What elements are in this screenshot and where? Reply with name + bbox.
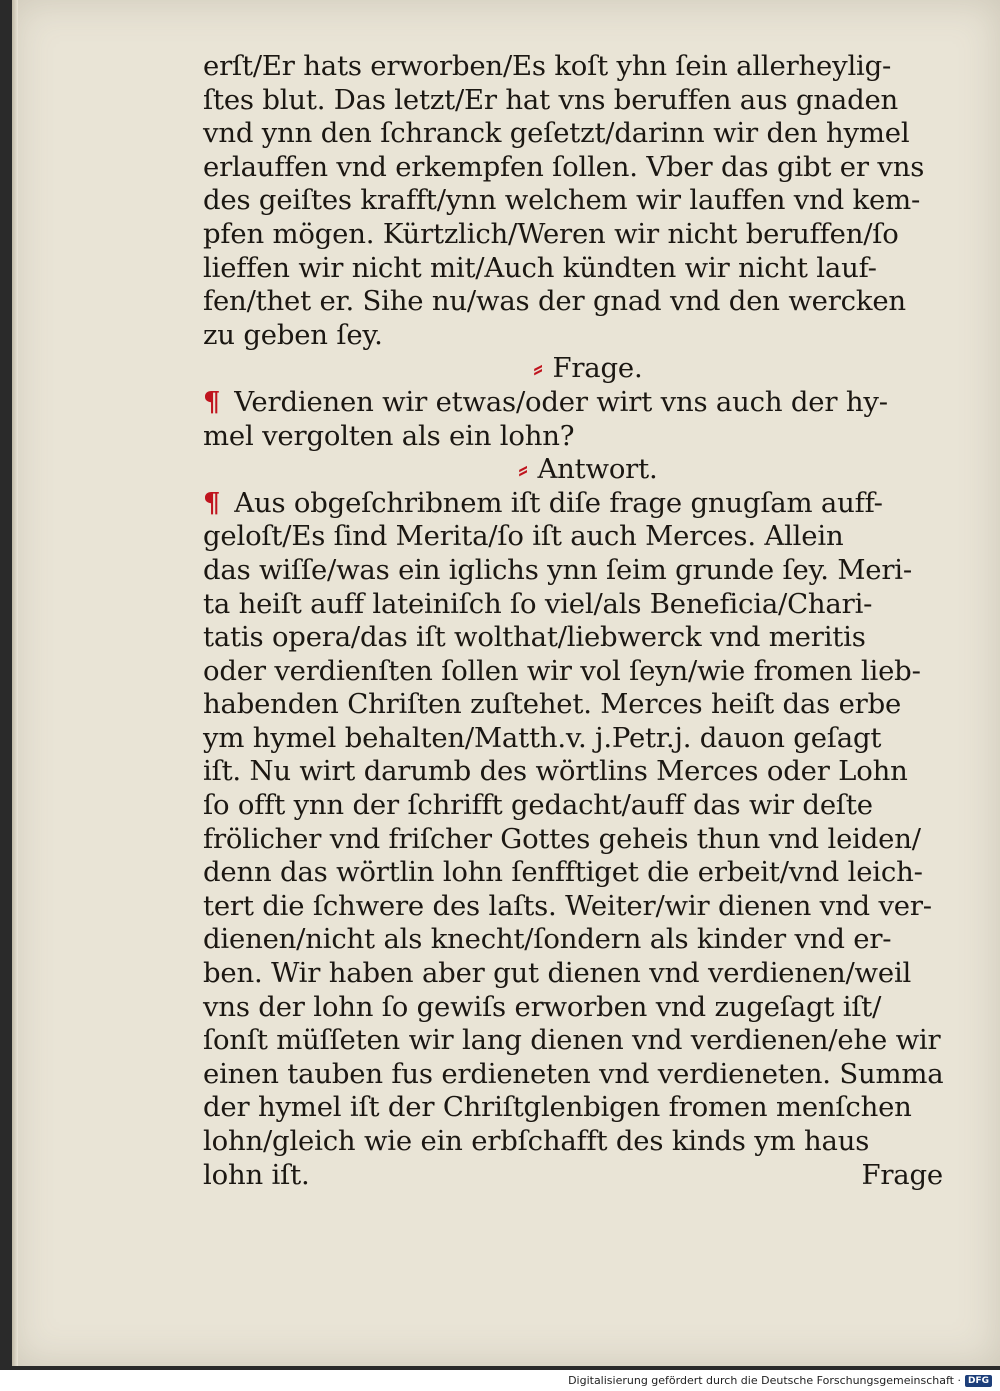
text-line: habenden Chriſten zuſtehet. Merces heiſt das erbe: [203, 688, 902, 721]
text-line: lieffen wir nicht mit/Auch kündten wir nicht lauf-: [203, 251, 877, 284]
text-line: lohn/gleich wie ein erbſchafft des kinds ym haus: [203, 1125, 870, 1157]
footer-credit-text: Digitalisierung gefördert durch die Deutsche Forschungsgemeinschaft ·: [568, 1374, 961, 1387]
text-line: das wiſſe/was ein iglichs ynn ſeim grunde ſey. Meri-: [203, 553, 912, 586]
heading-antwort: [203, 453, 943, 487]
text-block: [203, 50, 943, 1192]
text-line: frölicher vnd friſcher Gottes geheis thun vnd leiden/: [203, 822, 921, 855]
catchword: Frage: [861, 1158, 943, 1191]
text-line: mel vergolten als ein lohn?: [203, 419, 575, 452]
text-line: ym hymel behalten/Matth.v. j.Petr.j. dauon geſagt: [203, 721, 882, 754]
text-line: der hymel iſt der Chriſtglenbigen fromen menſchen: [203, 1091, 912, 1124]
text-line-last: lohn iſt.: [203, 1158, 310, 1191]
text-line-content: Verdienen wir etwas/oder wirt vns auch der hy-: [234, 385, 888, 418]
text-line: ta heiſt auff lateiniſch ſo viel/als Beneficia/Chari-: [203, 587, 873, 620]
paragraph-intro: [203, 50, 943, 352]
text-line: iſt. Nu wirt darumb des wörtlins Merces oder Lohn: [203, 755, 908, 788]
text-line: des geiſtes krafft/ynn welchem wir lauffen vnd kem-: [203, 184, 921, 217]
text-line: oder verdienſten ſollen wir vol ſeyn/wie fromen lieb-: [203, 654, 921, 687]
text-line: erlauffen vnd erkempfen ſollen. Vber das gibt er vns: [203, 150, 925, 183]
rubric-mark-icon: ⸗: [533, 352, 543, 385]
paragraph-mark-icon: ¶: [203, 486, 221, 519]
text-line: denn das wörtlin lohn ſenfftiget die erbeit/vnd leich-: [203, 856, 923, 889]
text-line: tert die ſchwere des laſts. Weiter/wir dienen vnd ver-: [203, 889, 932, 922]
text-line: ſonſt müſſeten wir lang dienen vnd verdienen/ehe wir: [203, 1024, 941, 1057]
text-line: erſt/Er hats erworben/Es koſt yhn ſein allerheylig-: [203, 50, 892, 82]
text-line: einen tauben fus erdieneten vnd verdieneten. Summa: [203, 1057, 944, 1090]
text-line: [203, 386, 943, 420]
text-line: vnd ynn den ſchranck geſetzt/darinn wir den hymel: [203, 117, 910, 150]
heading-antwort-label: Antwort.: [537, 453, 658, 486]
text-line: geloſt/Es ſind Merita/ſo iſt auch Merces. Allein: [203, 520, 844, 553]
heading-frage: [203, 352, 943, 386]
rubric-mark-icon: ⸗: [518, 453, 528, 486]
text-line: pfen mögen. Kürtzlich/Weren wir nicht beruffen/ſo: [203, 217, 899, 250]
text-line: [203, 487, 943, 521]
paragraph-mark-icon: ¶: [203, 385, 221, 418]
text-line: ben. Wir haben aber gut dienen vnd verdienen/weil: [203, 957, 912, 990]
text-line: ſtes blut. Das letzt/Er hat vns beruffen aus gnaden: [203, 83, 899, 116]
last-line-row: [203, 1159, 943, 1193]
text-line-content: Aus obgeſchribnem iſt diſe frage gnugſam auff-: [234, 486, 883, 519]
text-line: ſo offt ynn der ſchrifft gedacht/auff das wir deſte: [203, 789, 873, 822]
paragraph-antwort: [203, 487, 943, 1192]
dfg-logo-icon: DFG: [965, 1375, 992, 1387]
text-line: vns der lohn ſo gewiſs erworben vnd zugeſagt iſt/: [203, 990, 882, 1023]
paragraph-frage: [203, 386, 943, 453]
text-line: tatis opera/das iſt wolthat/liebwerck vnd meritis: [203, 621, 866, 654]
text-line: fen/thet er. Sihe nu/was der gnad vnd den wercken: [203, 285, 906, 318]
text-line: zu geben ſey.: [203, 318, 383, 351]
footer-credit: [0, 1370, 1000, 1391]
heading-frage-label: Frage.: [552, 352, 643, 385]
page-edge: [12, 0, 18, 1366]
text-line: dienen/nicht als knecht/ſondern als kinder vnd er-: [203, 923, 892, 956]
